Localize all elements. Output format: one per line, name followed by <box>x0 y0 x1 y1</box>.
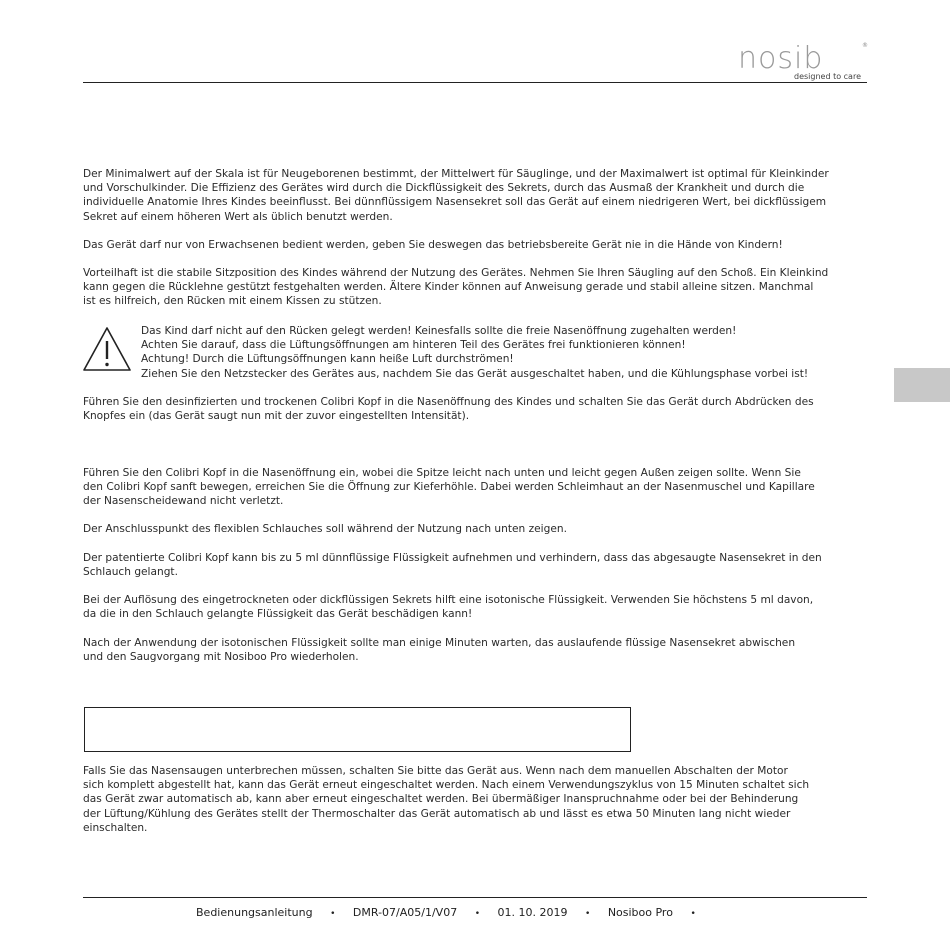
warning-line: Achten Sie darauf, dass die Lüftungsöffnungen am hinteren Teil des Gerätes frei funktionieren können! <box>141 339 686 352</box>
section-tab-marker <box>894 368 950 402</box>
registered-mark: ® <box>862 42 868 49</box>
warning-line: Das Kind darf nicht auf den Rücken gelegt werden! Keinesfalls sollte die freie Nasenöffnung zugehalten werden! <box>141 325 737 337</box>
text-line: Das Gerät darf nur von Erwachsenen bedient werden, geben Sie deswegen das betriebsbereite Gerät nie in die Hände von Kindern! <box>83 239 783 251</box>
footer-separator: • <box>690 909 696 919</box>
text-line: Führen Sie den desinfizierten und trockenen Colibri Kopf in die Nasenöffnung des Kindes und schalten Sie das Gerät durch Abdrücken des <box>83 396 814 408</box>
logo-wordmark: nosib <box>738 41 824 76</box>
warning-line: Ziehen Sie den Netzstecker des Gerätes aus, nachdem Sie das Gerät ausgeschaltet haben, und die Kühlungsphase vorbei ist! <box>141 367 809 380</box>
text-line: Falls Sie das Nasensaugen unterbrechen müssen, schalten Sie bitte das Gerät aus. Wenn nach dem manuellen Abschalten der Motor <box>83 765 788 777</box>
brand-logo <box>738 42 870 84</box>
paragraph-isotonic-fluid <box>83 593 863 621</box>
paragraph-adults-only <box>83 238 863 252</box>
footer-document-code: DMR-07/A05/1/V07 <box>352 906 458 919</box>
text-line: der Lüftung/Kühlung des Gerätes stellt der Thermoschalter das Gerät automatisch ab und lässt es etwa 50 Minuten lang nicht wieder <box>83 807 791 820</box>
footer-date: 01. 10. 2019 <box>497 906 568 919</box>
paragraph-hose-connection <box>83 522 863 536</box>
paragraph-repeat-suction <box>83 636 863 664</box>
paragraph-sitting-position <box>83 266 863 309</box>
footer-rule <box>83 897 867 898</box>
paragraph-colibri-capacity <box>83 551 863 579</box>
text-line: Vorteilhaft ist die stabile Sitzposition des Kindes während der Nutzung des Gerätes. Nehmen Sie Ihren Säugling auf den Schoß. Ein Kleinkind <box>83 267 829 279</box>
text-line: Knopfes ein (das Gerät saugt nun mit der zuvor eingestellten Intensität). <box>83 410 470 423</box>
text-line: da die in den Schlauch gelangte Flüssigkeit das Gerät beschädigen kann! <box>83 608 473 621</box>
text-line: Nach der Anwendung der isotonischen Flüssigkeit sollte man einige Minuten warten, das auslaufende flüssige Nasensekret abwischen <box>83 637 796 649</box>
paragraph-guide-head <box>83 466 863 509</box>
text-line: Der patentierte Colibri Kopf kann bis zu 5 ml dünnflüssige Flüssigkeit aufnehmen und verhindern, dass das abgesaugte Nasensekret in den <box>83 552 822 564</box>
header-rule <box>83 82 867 83</box>
footer-separator: • <box>474 909 481 919</box>
paragraph-insert-head <box>83 395 863 423</box>
empty-heading-box <box>84 707 631 752</box>
footer-separator: • <box>330 909 336 919</box>
footer-product: Nosiboo Pro <box>607 906 673 919</box>
paragraph-interrupt-suction <box>83 764 863 835</box>
text-line: Der Anschlusspunkt des flexiblen Schlauches soll während der Nutzung nach unten zeigen. <box>83 523 567 535</box>
text-line: und den Saugvorgang mit Nosiboo Pro wiederholen. <box>83 651 359 664</box>
text-line: ist es hilfreich, den Rücken mit einem Kissen zu stützen. <box>83 295 382 308</box>
warning-text <box>141 324 808 381</box>
text-line: Bei der Auflösung des eingetrockneten oder dickflüssigen Sekrets hilft eine isotonische Flüssigkeit. Verwenden Sie höchstens 5 ml davon, <box>83 594 814 606</box>
text-line: Der Minimalwert auf der Skala ist für Neugeborenen bestimmt, der Mittelwert für Säuglinge, und der Maximalwert ist optimal für Kleinkinder <box>83 168 829 180</box>
text-line: den Colibri Kopf sanft bewegen, erreichen Sie die Öffnung zur Kieferhöhle. Dabei werden Schleimhaut an der Nasenmuschel und Kapillare <box>83 481 815 494</box>
text-line: einschalten. <box>83 821 148 834</box>
paragraph-scale-values <box>83 167 863 224</box>
footer-document-type: Bedienungsanleitung <box>196 906 313 919</box>
warning-line: Achtung! Durch die Lüftungsöffnungen kann heiße Luft durchströmen! <box>141 353 514 366</box>
text-line: kann gegen die Rücklehne gestützt festgehalten werden. Ältere Kinder können auf Anweisung gerade und stabil alleine sitzen. Manchmal <box>83 281 814 294</box>
text-line: Sekret auf einem höheren Wert als üblich benutzt werden. <box>83 210 393 223</box>
text-line: Schlauch gelangt. <box>83 566 178 579</box>
text-line: sich komplett abgestellt hat, kann das Gerät erneut eingeschaltet werden. Nach einem Verwendungszyklus von 15 Minuten schaltet sich <box>83 779 810 792</box>
footer-separator: • <box>585 909 591 919</box>
warning-triangle-icon <box>82 326 132 372</box>
logo-tagline: designed to care <box>794 72 861 81</box>
text-line: individuelle Anatomie Ihres Kindes beeinflusst. Bei dünnflüssigem Nasensekret soll das Gerät auf einem niedrigeren Wert, bei dickflüssigem <box>83 196 827 209</box>
text-line: und Vorschulkinder. Die Effizienz des Gerätes wird durch die Dickflüssigkeit des Sekrets, durch das Ausmaß der Krankheit und durch die <box>83 182 805 195</box>
text-line: der Nasenscheidewand nicht verletzt. <box>83 495 284 508</box>
page-footer <box>196 906 710 919</box>
text-line: das Gerät zwar automatisch ab, kann aber erneut eingeschaltet werden. Bei übermäßiger Inanspruchnahme oder bei der Behinderung <box>83 793 799 806</box>
text-line: Führen Sie den Colibri Kopf in die Nasenöffnung ein, wobei die Spitze leicht nach unten und leicht gegen Außen zeigen sollte. Wenn Sie <box>83 467 801 479</box>
